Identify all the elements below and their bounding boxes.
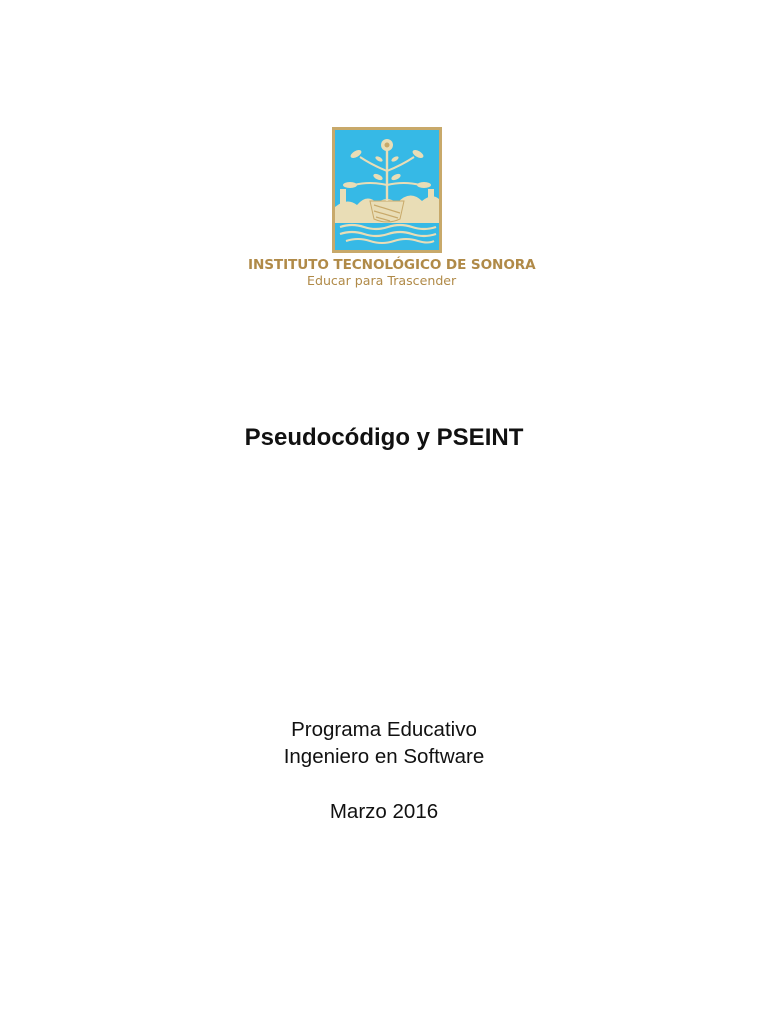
document-date: Marzo 2016	[329, 800, 439, 823]
itson-shield-logo-icon	[332, 127, 442, 253]
institution-name: INSTITUTO TECNOLÓGICO DE SONORA	[248, 257, 536, 273]
institution-motto: Educar para Trascender	[307, 273, 457, 288]
institution-logo	[332, 127, 442, 253]
program-name: Ingeniero en Software	[283, 745, 485, 768]
document-title: Pseudocódigo y PSEINT	[244, 424, 524, 451]
program-label: Programa Educativo	[291, 718, 477, 741]
